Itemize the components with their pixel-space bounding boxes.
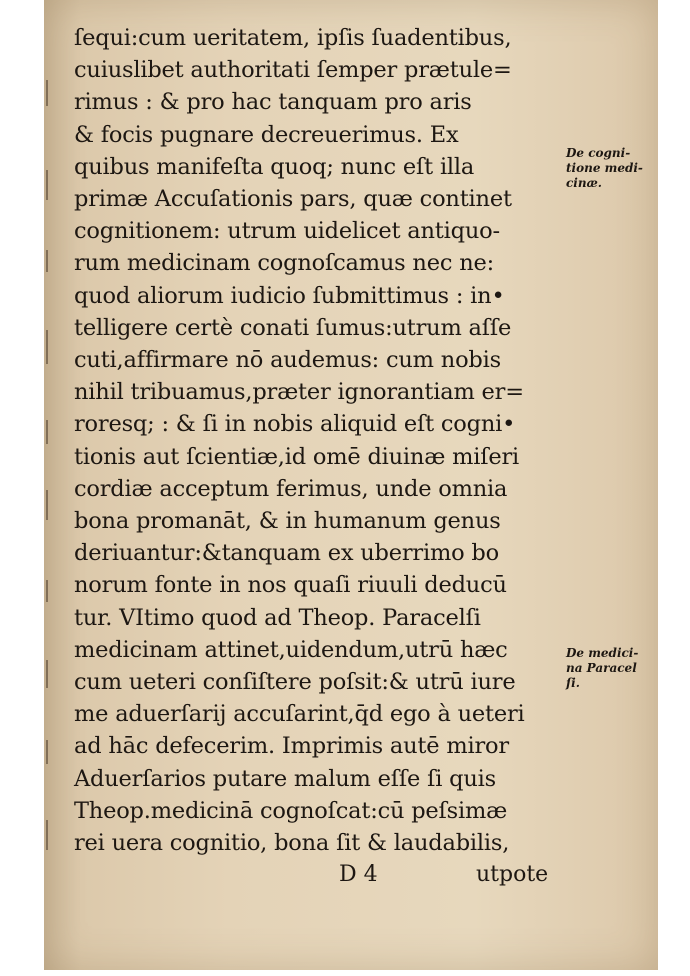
text-line: ſequi:cum ueritatem, ipſis ſuadentibus,	[74, 25, 512, 51]
text-line: cuiuslibet authoritati ſemper prætule=	[74, 57, 512, 84]
gloss-line: cinæ.	[566, 176, 602, 190]
text-line: & focis pugnare decreuerimus. Ex	[74, 121, 459, 148]
text-line: Theop.medicinā cognoſcat:cū peſsimæ	[74, 797, 508, 824]
text-line: deriuantur:&tanquam ex uberrimo bo	[74, 540, 499, 567]
book-page	[44, 0, 658, 970]
text-line: cordiæ acceptum ferimus, unde omnia	[74, 475, 508, 502]
text-line: quod aliorum iudicio ſubmittimus : in•	[74, 282, 505, 309]
gloss-line: De medici-	[566, 646, 639, 660]
marginal-note-paracelsi	[566, 646, 638, 691]
text-line: quibus manifeſta quoq; nunc eſt illa	[74, 153, 475, 180]
text-line: cognitionem: utrum uidelicet antiquo-	[74, 218, 500, 245]
text-line: Aduerſarios putare malum eſſe ſi quis	[74, 765, 497, 792]
gloss-line: De cogni-	[566, 146, 631, 160]
text-line: norum fonte in nos quaſi riuuli deducū	[74, 572, 507, 599]
gloss-line: tione medi-	[566, 161, 643, 175]
gloss-line: na Paracel	[566, 661, 637, 675]
catchword: utpote	[476, 862, 549, 887]
marginal-note-cognitione	[566, 146, 643, 191]
text-line: telligere certè conati ſumus:utrum aſſe	[74, 314, 512, 341]
text-line: tur. VItimo quod ad Theop. Paracelſi	[74, 604, 481, 631]
text-line: nihil tribuamus,præter ignorantiam er=	[74, 379, 524, 406]
text-line: rum medicinam cognoſcamus nec ne:	[74, 250, 494, 277]
text-line: cum ueteri conſiſtere poſsit:& utrū iure	[74, 669, 516, 696]
text-line: rimus : & pro hac tanquam pro aris	[74, 89, 472, 116]
text-line: rei uera cognitio, bona ſit & laudabilis,	[74, 830, 510, 857]
text-line: me aduerſarij accuſarint,q̄d ego à ueteri	[74, 701, 525, 728]
gloss-line: ſi.	[566, 676, 580, 690]
text-line: roresq; : & ſi in nobis aliquid eſt cogni•	[74, 411, 516, 438]
text-line: tionis aut ſcientiæ,id omē diuinæ miſeri	[74, 443, 520, 470]
signature-mark: D 4	[339, 862, 378, 887]
body-text	[74, 22, 574, 859]
text-line: ad hāc defecerim. Imprimis autē miror	[74, 733, 509, 760]
text-line: medicinam attinet,uidendum,utrū hæc	[74, 636, 508, 663]
page-edge-shadow	[44, 0, 58, 970]
text-line: primæ Accuſationis pars, quæ continet	[74, 186, 512, 213]
text-line: bona promanāt, & in humanum genus	[74, 508, 501, 535]
text-line: cuti,affirmare nō audemus: cum nobis	[74, 347, 501, 374]
